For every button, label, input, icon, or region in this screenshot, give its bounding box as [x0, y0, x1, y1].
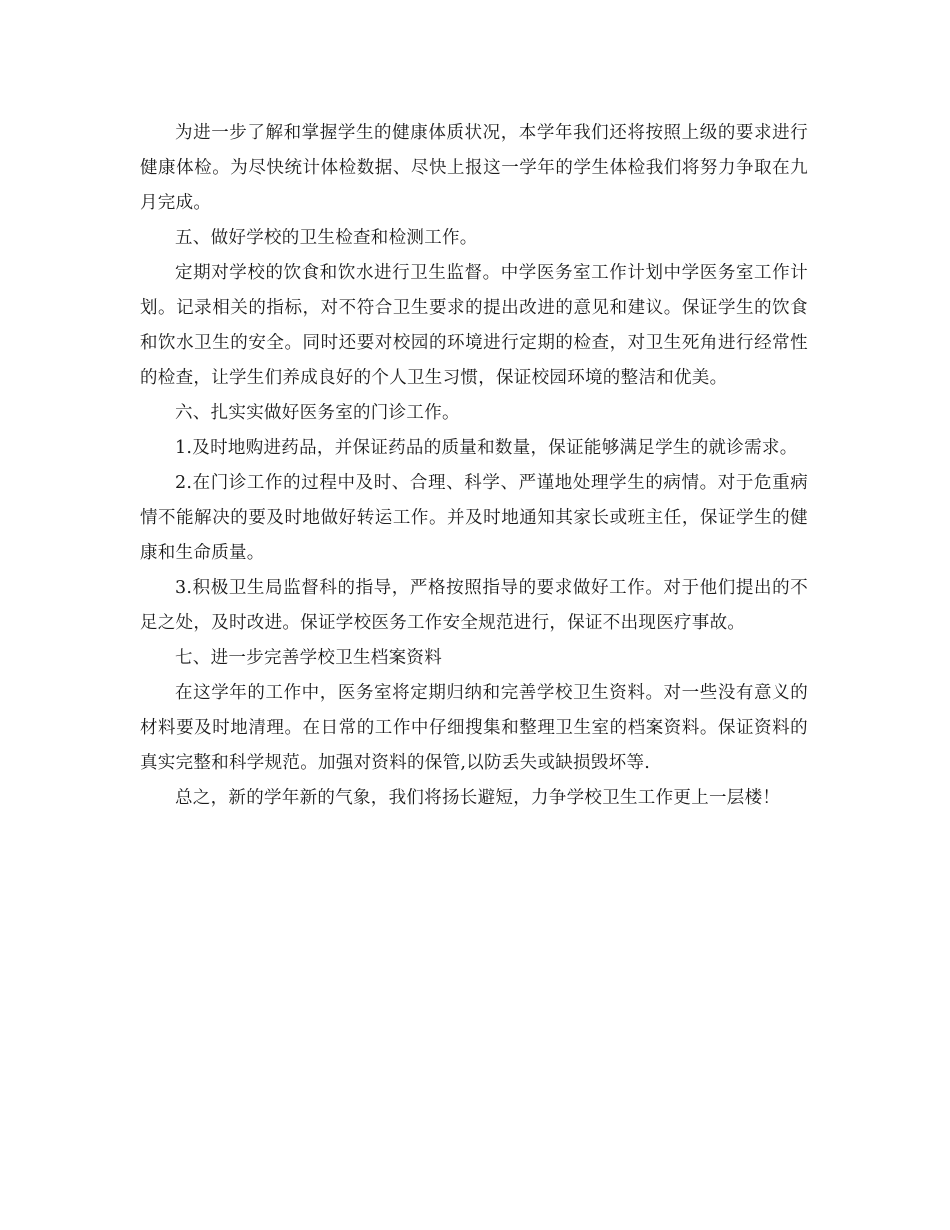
section-heading-6: 六、扎实实做好医务室的门诊工作。: [175, 403, 460, 423]
paragraph-health-checkup: 为进一步了解和掌握学生的健康体质状况，本学年我们还将按照上级的要求进行健康体检。为尽快统计体检数据、尽快上报这一学年的学生体检我们将努力争取在九月完成。: [140, 123, 808, 213]
section-heading-5: 五、做好学校的卫生检查和检测工作。: [175, 228, 478, 248]
paragraph-archives: 在这学年的工作中，医务室将定期归纳和完善学校卫生资料。对一些没有意义的材料要及时地清理。在日常的工作中仔细搜集和整理卫生室的档案资料。保证资料的真实完整和科学规范。加强对资料的保管,以防丢失或缺损毁坏等.: [140, 683, 808, 773]
section-heading-7: 七、进一步完善学校卫生档案资料: [175, 648, 442, 668]
paragraph-hygiene-supervision: 定期对学校的饮食和饮水进行卫生监督。中学医务室工作计划中学医务室工作计划。记录相关的指标，对不符合卫生要求的提出改进的意见和建议。保证学生的饮食和饮水卫生的安全。同时还要对校园的环境进行定期的检查，对卫生死角进行经常性的检查，让学生们养成良好的个人卫生习惯，保证校园环境的整洁和优美。: [140, 263, 808, 388]
document-page: [140, 116, 808, 816]
paragraph-item-2: 2.在门诊工作的过程中及时、合理、科学、严谨地处理学生的病情。对于危重病情不能解决的要及时地做好转运工作。并及时地通知其家长或班主任，保证学生的健康和生命质量。: [140, 473, 808, 563]
paragraph-item-1: 1.及时地购进药品，并保证药品的质量和数量，保证能够满足学生的就诊需求。: [175, 438, 798, 458]
paragraph-conclusion: 总之，新的学年新的气象，我们将扬长避短，力争学校卫生工作更上一层楼！: [175, 788, 781, 808]
paragraph-item-3: 3.积极卫生局监督科的指导，严格按照指导的要求做好工作。对于他们提出的不足之处，及时改进。保证学校医务工作安全规范进行，保证不出现医疗事故。: [140, 578, 808, 633]
